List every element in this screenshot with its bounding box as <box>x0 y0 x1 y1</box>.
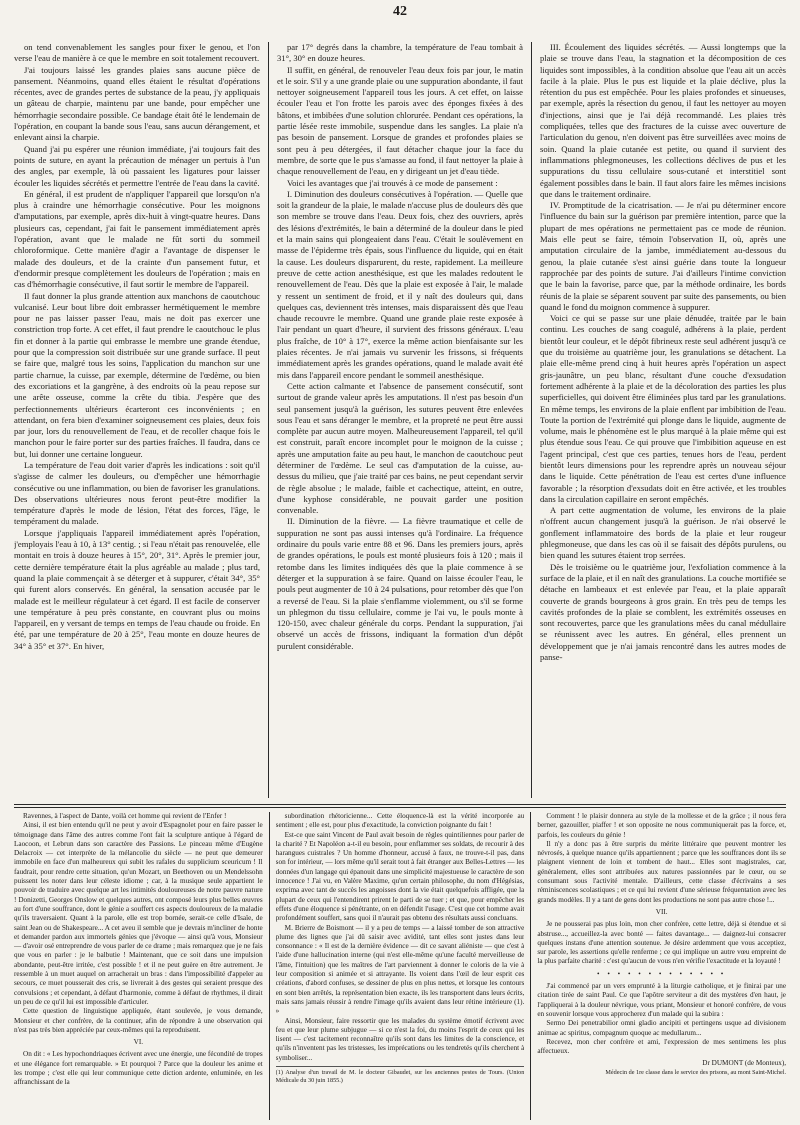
feuilleton-paragraph: Il n'y a donc pas à être surpris du mérite littéraire que peuvent montrer les névrosés, à quelque nuance qu'ils appartiennent ; parce que les souffrances dont ils se plaignent viennent de loin et tombent de haut... Elles sont magistrales, car, généralement, elles sont attribuées aux natures passionnées par le cœur, ou se consumant sous l'activité mentale. D'ailleurs, cette classe d'écrivains a ses réminiscences scolastiques ; et ce qui lui revient d'une sérieuse fréquentation avec les grands modèles. Il y a tant de gens dont les productions ne sont pas autre chose !... <box>537 839 787 904</box>
paragraph: on tend convenablement les sangles pour fixer le genou, et l'on verse l'eau de manière à ce que le membre en soit totalement recouvert. <box>14 42 260 64</box>
feuilleton-divider <box>14 804 786 808</box>
article-column-2 <box>277 42 523 798</box>
feuilleton-section <box>14 812 786 1120</box>
paragraph: J'ai toujours laissé les grandes plaies sans aucune pièce de pansement. Néanmoins, quand elles étaient le résultat d'opérations récentes, avec de grandes pertes de substance de la peau, j'y appliquais un gâteau de charpie, maintenu par une bande, pour empêcher une hémorrhagie secondaire possible. Ce bandage était ôté le lendemain de l'opération, en coupant la bande sous l'eau, sans aucun dérangement, et enlevant ainsi la charpie. <box>14 64 260 143</box>
article-column-1 <box>14 42 260 798</box>
paragraph: Il suffit, en général, de renouveler l'eau deux fois par jour, le matin et le soir. S'il y a une grande plaie ou une suppuration abondante, il faut nettoyer soigneusement l'appareil tous les jours. A cet effet, on laisse écouler l'eau et l'on frotte les parois avec des éponges fixées à des bâtons, et imbibées d'une solution chlorurée. Pendant ces opérations, la partie lésée reste immobile, suspendue dans les sangles. La plaie n'a pas besoin de pansement. Lorsque de grandes et profondes plaies se sont peu à peu détergées, il faut détacher chaque jour la face du membre, de sorte que le pus s'amasse au fond, il faut nettoyer la plaie à chaque renouvellement de l'eau, en y dirigeant un jet d'eau tiède. <box>277 64 523 177</box>
paragraph: En général, il est prudent de n'appliquer l'appareil que lorsqu'on n'a plus à craindre une hémorrhagie consécutive. Pour les moignons d'amputations, par exemple, après dix-huit à vingt-quatre heures. Dans plusieurs cas, cependant, j'ai fait le pansement immédiatement après l'opération, avant que le malade ne fût sorti du sommeil chloroformique. Cette manière d'agir a l'avantage de dispenser le malade des douleurs, et de la crainte d'un pansement futur, et d'endormir presque complètement les douleurs de l'opération ; mais en cas d'hémorrhagie consécutive, il faut sortir le membre de l'appareil. <box>14 188 260 290</box>
feuilleton-paragraph: J'ai commencé par un vers emprunté à la liturgie catholique, et je finirai par une citation tirée de saint Paul. Ce que l'apôtre serviteur a dit des mystères d'en haut, je l'appliquerai à la douleur névrique, vous priant, Monsieur et honoré confrère, de vous en souvenir lorsque vous approcherez d'un malade qui la subira : <box>537 982 787 1018</box>
feuilleton-paragraph: M. Brierre de Boismont — il y a peu de temps — a laissé tomber de son attractive plume des lignes que j'ai dû saisir avec avidité, tant elles sont justes dans leur consonnance : « Il est de la dernière évidence — dit ce savant aliéniste — que c'est à l'aide d'une hallucination interne (qui n'est elle-même qu'une faculté merveilleuse de l'âme, l'intuition) que les maîtres de l'art parviennent à donner le coloris de la vie à leur composition si animée et si attrayante. Ils voient dans l'œil de leur esprit ces créations, d'abord confuses, se dessiner de plus en plus nettes, et lorsque les contours en sont bien arrêtés, la représentation bien exacte, ils les transportent dans leurs écrits, mais sans jamais réussir à rendre l'image qu'ils avaient dans leur rétine intérieure (1). » <box>275 923 525 1016</box>
feuilleton-note: (1) Analyse d'un travail de M. le docteur Gibaudet, sur les anciennes pestes de Tours. (Union Médicale du 30 juin 1855.) <box>276 1066 525 1085</box>
column-divider <box>268 42 269 798</box>
paragraph: I. Diminution des douleurs consécutives à l'opération. — Quelle que soit la grandeur de la plaie, le malade n'accuse plus de douleurs dès que son membre se trouve dans l'eau. Deux fois, chez des ouvriers, après des lésions d'extrémités, le bain a déterminé de la douleur dans le pied et la main sains qui plongeaient dans l'eau. C'était le soulèvement en masse de l'épiderme très épais, sous l'influence du liquide, qui en était la cause. Les douleurs disparurent, du reste, rapidement. La meilleure preuve de cette action anesthésique, est que les malades redoutent le renouvellement de l'eau. Dès que la plaie est exposée à l'air, le malade y ressent un sentiment de froid, et il y naît des douleurs qui, dans quelques cas, deviennent très intenses, mais disparaissent dès que l'eau chaude recouvre le membre. Quand une grande plaie reste exposée à l'air pendant un quart d'heure, il survient des frissons généraux. L'eau plus fraîche, de 10° à 17°, exerce la même action bienfaisante sur les plaies récentes. Je n'ai jamais vu survenir les frissons, si fréquents immédiatement après les grandes opérations, quand le malade avait été mis dans l'appareil encore pendant le sommeil anesthésique. <box>277 188 523 380</box>
paragraph: II. Diminution de la fièvre. — La fièvre traumatique et celle de suppuration ne sont pas aussi intenses qu'à l'ordinaire. La fréquence ordinaire du pouls varie entre 88 et 96. Dans les premiers jours, après de grandes opérations, le pouls est monté plusieurs fois à 120 ; mais il retombe dans les limites indiquées dès que la plaie commence à se déterger et la suppuration à se faire. Quand on laisse écouler l'eau, le pouls peut augmenter de 10 à 24 pulsations, pour retomber dès que l'on a reversé de l'eau. Si la plaie s'enflamme violemment, ou s'il se forme un phlegmon du tissu cellulaire, comme je l'ai vu, le pouls monte à 120-150, avec chaleur générale du corps. Pendant la suppuration, j'ai observé un accès de frissons, indiquant la formation d'un dépôt purulent considérable. <box>277 516 523 651</box>
paragraph: par 17° degrés dans la chambre, la température de l'eau tombait à 31°, 30° en douze heures. <box>277 42 523 64</box>
main-article <box>14 42 786 798</box>
newspaper-page <box>14 4 786 1121</box>
paragraph: La température de l'eau doit varier d'après les indications : soit qu'il s'agisse de calmer les douleurs, ou d'empêcher une hémorrhagie consécutive ou une inflammation, ou bien de favoriser les granulations. Des observations ultérieures nous feront peut-être modifier la température d'après le mode de lésion, l'état des forces, l'âge, le tempérament du malade. <box>14 459 260 527</box>
feuilleton-paragraph: Sermo Dei penetrabilior omni gladio ancipiti et pertingens usque ad divisionem animae ac spiritus, compagnum quoque ac medullarum... <box>537 1019 787 1037</box>
paragraph: III. Écoulement des liquides sécrétés. — Aussi longtemps que la plaie se trouve dans l'eau, la stagnation et la décomposition de ces liquides sont impossibles, à la condition absolue que l'eau ait un accès facile à la plaie. Plus le pus est liquide et la plaie déclive, plus la rétention du pus est empêchée. Pour les plaies profondes et sinueuses, par exemple, après la résection du genou, il faut les nettoyer au moyen d'injections, ainsi que je l'ai déjà recommandé. Les plaies très compliquées, telles que des fractures de la cuisse avec ouverture de l'articulation du genou, n'en doivent pas être surveillées avec moins de soin. Quand la plaie cutanée est petite, ou quand il survient des inflammations phlegmoneuses, les collections déclives de pus et les suppurations du tissu cellulaire sous-cutané et interstitiel sont également possibles dans le bain. Il faut alors faire les mêmes incisions que dans le traitement ordinaire. <box>540 42 786 199</box>
feuilleton-paragraph: Recevez, mon cher confrère et ami, l'expression de mes sentimens les plus affectueux. <box>537 1037 787 1056</box>
feuilleton-column-3 <box>537 812 786 1120</box>
feuilleton-rom: VI. <box>133 1038 144 1047</box>
feuilleton-sign2: Médecin de 1re classe dans le service des prisons, au mont Saint-Michel. <box>605 1068 787 1076</box>
column-divider <box>531 42 532 798</box>
paragraph: Lorsque j'appliquais l'appareil immédiatement après l'opération, j'employais l'eau à 10, à 13° centig. ; si l'eau n'était pas renouvelée, elle montait en trois à douze heures à 15°, 20°, 31°. Après le premier jour, cette dernière température était la plus agréable au malade ; plus tard, quand la plaie commençait à se déterger et à suppurer, c'était 34°, 35° qui furent alors conservés. En général, la sensation accusée par le malade est le meilleur régulateur à cet égard. Il est facile de conserver une température à peu près constante, en couvrant plus ou moins l'appareil, en y versant de temps en temps de l'eau chaude ou froide. En été, par une température de 20 à 25°, l'eau monte en douze heures de 34° à 35° et 37°. En hiver, <box>14 527 260 651</box>
feuilleton-paragraph: On dit : « Les hypochondriaques écrivent avec une énergie, une fécondité de tropes et une élégance fort remarquable. » Et pourquoi ? Parce que la douleur les anime et les trompe ; c'est elle qui leur communique cette diction ardente, enluminée, en les affranchissant de la <box>14 1050 263 1087</box>
feuilleton-paragraph: Ainsi, Monsieur, faire ressortir que les malades du système émotif écrivent avec feu et que leur plume subjugue — si ce n'est la foi, du moins l'esprit de ceux qui les lisent — c'est tacitement reconnaître qu'ils sont dans les limites de la conscience, et qu'ils n'inventent pas les tristesses, les imprécations ou les tendretés qu'ils cherchent à symboliser... <box>275 1016 525 1062</box>
feuilleton-stars: • • • • • • • • • • • • • <box>597 969 727 978</box>
feuilleton-paragraph: Je ne pousserai pas plus loin, mon cher confrère, cette lettre, déjà si étendue et si abstruse..., accueillez-la avec bonté — faites davantage... — daignez-lui consacrer quelques instans d'une attention soutenue. Je désire ardemment que vous acceptiez, sur parole, les assertions qu'elle renferme ; ce qui implique un autre vœu empreint de la plus parfaite charité : c'est qu'aucun de vous n'en vérifie l'exactitude et la loyauté ! <box>537 920 787 966</box>
feuilleton-column-1 <box>14 812 263 1120</box>
column-divider <box>269 812 270 1120</box>
feuilleton-paragraph: Comment ! le plaisir donnera au style de la mollesse et de la grâce ; il nous fera berner, gazouiller, piaffer ! et son opposite ne nous communiquerait pas la force, et, parfois, les couleurs du génie ! <box>537 812 787 839</box>
paragraph: Il faut donner la plus grande attention aux manchons de caoutchouc vulcanisé. Leur bout libre doit embrasser hermétiquement le membre pour ne pas laisser passer l'eau, mais ne doit pas exercer une constriction trop forte. A cet effet, il faut prendre le caoutchouc le plus fin et donner à la partie qui embrasse le membre une grande étendue, pour que la compression soit distribuée sur une grande surface. Il peut se faire que, malgré tous les soins, l'application du manchon sur une partie charnue, la cuisse, par exemple, détermine de l'œdème, ou bien des excoriations et la gangrène, à des endroits où la peau repose sur une arête osseuse, comme la crête du tibia. J'espère que des perfectionnements ultérieurs écarteront ces inconvénients ; en attendant, on fera bien d'examiner soigneusement ces plaies, deux fois par jour, lors du renouvellement de l'eau, et de recoller chaque fois le manchon pour le faire porter sur des parties fraîches. Il faudra, dans ce but, lui donner une certaine longueur. <box>14 290 260 459</box>
paragraph: IV. Promptitude de la cicatrisation. — Je n'ai pu déterminer encore l'influence du bain sur la guérison par première intention, parce que la plupart de mes opérations ne permettaient pas ce mode de réunion. Mais elle peut se faire, témoin l'observation II, où, après une amputation circulaire de la jambe, immédiatement au-dessous du genou, la plaie cutanée s'est ainsi guérie dans toute la longueur rapprochée par des points de suture. J'ai d'ailleurs l'intime conviction que le bain la favorise, parce que, par la méthode ordinaire, les bords réunis de la plaie se séparent souvent par suite des pansements, ou bien quand le fond du moignon commence à suppurer. <box>540 200 786 312</box>
feuilleton-paragraph: Cette question de linguistique appliquée, étant soulevée, je vous demande, Monsieur et cher confrère, de la continuer, afin de répondre à une observation qui n'est pas très bien appréciée par ceux-mêmes qui la reproduisent. <box>14 1007 263 1034</box>
feuilleton-column-2 <box>276 812 525 1120</box>
feuilleton-paragraph: subordination rhétoricienne... Cette éloquence-là est la vérité incorporée au sentiment ; elle est, pour plus d'exactitude, la conviction poignante du fait ! <box>275 812 525 830</box>
paragraph: Voici ce qui se passe sur une plaie dénudée, traitée par le bain continu. Les couches de sang coagulé, adhérens à la plaie, perdent bientôt leur couleur, et le dépôt fibrineux reste seul adhérent jusqu'à ce que du troisième au quatrième jour, les granulations se détachent. La plaie elle-même prend cinq à huit heures après l'opération un aspect gris-jaunâtre, un peu blanc, résultant d'une couche d'exsudation fortement adhérente à la plaie et de la décoloration des parties les plus superficielles, qui doivent être éliminées plus tard par les granulations. En même temps, les environs de la plaie enflent par imbibition de l'eau. Toute la portion de l'extrémité qui plonge dans le liquide, augmente de volume, mais le phénomène est le plus marqué à la plaie même qui est plus étendue sous l'eau. Ce qui prouve que l'imbibition aqueuse en est l'agent principal, c'est que ces parties, tenues hors de l'eau, perdent bientôt leurs dimensions pour les reprendre après un nouveau séjour dans le liquide. Cette pénétration de l'eau est certes d'une influence favorable ; la résorption d'exsudats doit en être activée, et les troubles dans la circulation capillaire en seront empêchés. <box>540 313 786 504</box>
feuilleton-rom: VII. <box>655 907 668 916</box>
feuilleton-paragraph: Ravennes, à l'aspect de Dante, voilà cet homme qui revient de l'Enfer ! <box>23 812 227 820</box>
feuilleton-sign: Dr DUMONT (de Monteux), <box>702 1059 787 1068</box>
paragraph: A part cette augmentation de volume, les environs de la plaie n'offrent aucun changement jusqu'à la guérison. Je n'ai observé le gonflement inflammatoire des bords de la plaie et leur rougeur phlegmoneuse, que dans les cas où il se faisait des dépôts purulens, ou bien quand les sutures étaient trop serrées. <box>540 505 786 561</box>
feuilleton-paragraph: Ainsi, il est bien entendu qu'il ne peut y avoir d'Espagnolet pour en faire passer le témoignage dans l'âme des autres comme l'ont fait la sculpture antique à l'égard de Laocoon, et Lebrun dans son caractère des Passions. Le pinceau même d'Eugène Delacroix — cet interprète de la mélancolie du siècle — ne peut que demeurer immobile en face d'un malheureux qui subit les rafales du supplicium sceuricum ! Il faudrait, pour rendre cette situation, qu'un Mozart, un Beethoven ou un Mendelssohn puissent les noter dans leur céleste idiome ; car, à la musique seule appartient le pouvoir de traduire avec quelque art les intimités douloureuses de notre pauvre nature ! Donizetti, Georges Onslow et quelques autres, ont composé leurs plus belles œuvres au fort d'une souffrance, dont le génie a souffert ces aspects douloureux de la maladie qu'ils traversaient. Quant à la parole, elle est trop bornée, serait-ce celle d'Isaïe, de saint Jean ou de Shakespeare... A cet aveu il semble que je devrais m'incliner de honte et demander pardon aux immortels génies que j'évoque — ainsi qu'à vous, Monsieur — d'avoir osé entreprendre de vous parler de ce drame ; mais remarquez que je ne fais que vous en parler : je le balbutie ! Maintenant, que ce soit dans une impulsion abondante, peut-être irritée, c'est possible ! et il ne peut guère en être autrement. Je ressemble à un muet auquel on arracherait un bras : dans l'impossibilité d'appeler au secours, ce muet pousserait des cris, se livrerait à des gestes qui seraient presque des convulsions ; et cependant, à défaut d'harmonie, comme à défaut de rhythmes, il dirait un peu de ce qu'il lui est impossible d'articuler. <box>14 821 263 1006</box>
paragraph: Quand j'ai pu espérer une réunion immédiate, j'ai toujours fait des points de suture, en ayant la précaution de ménager un pertuis à l'un des angles, par exemple, là où passaient les ligatures pour laisser écouler les liquides sécrétés et permettre l'entrée de l'eau dans la cavité. <box>14 143 260 188</box>
feuilleton-paragraph: Est-ce que saint Vincent de Paul avait besoin de règles quintiliennes pour parler de la charité ? Et Napoléon a-t-il eu besoin, pour enflammer ses soldats, de recourir à des harangues cuistrales ? Un homme d'honneur, accusé à faux, ne trouve-t-il pas, dans son for intérieur, — lors même qu'il serait tout à fait étranger aux Belles-Lettres — les données d'un langage qui épanouit dans une simplicité majestueuse le caractère de son innocence ! J'ai vu, en Valère Maxime, qu'un certain philosophe, du nom d'Hégésias, exprima avec tant de succès les angoisses dont la vie était quelquefois affligée, que la plupart de ceux qui l'entendirent prirent le parti de se tuer ; et que, pour empêcher les effets d'une éloquence si pénétrante, on en défendit l'usage. C'est que cet homme avait profondément souffert, sans quoi il n'aurait pas obtenu des résultats aussi concluans. <box>275 830 525 923</box>
column-divider <box>530 812 531 1120</box>
article-column-3 <box>540 42 786 798</box>
paragraph: Cette action calmante et l'absence de pansement consécutif, sont surtout de grande valeur après les amputations. Il n'est pas besoin d'un seul pansement jusqu'à la guérison, les sutures peuvent être enlevées sous l'eau et sans déranger le membre, et la propreté ne peut être aussi complète par aucun autre moyen. Malheureusement l'appareil, tel qu'il est construit, paraît encore incomplet pour le moignon de la cuisse ; après une amputation faite au peu haut, le manchon de caoutchouc peut déterminer de l'œdème. Le seul cas d'amputation de la cuisse, au-dessus du milieu, que j'aie traité par ces bains, ne peut cependant servir de règle absolue ; le malade, faible et cachectique, atteint, en outre, d'une kyphose considérable, ne pouvait garder une position convenable. <box>277 380 523 516</box>
paragraph: Dès le troisième ou le quatrième jour, l'exfoliation commence à la surface de la plaie, et il en naît des granulations. La couche mortifiée se détache en lambeaux et est enlevée par l'eau, et la plaie apparaît couverte de grands bourgeons à gros grain. En très peu de temps les cavités profondes de la plaie se comblent, les extrémités osseuses en sont recouvertes, parce que les granulations mêes du canal médullaire se réunissent avec les autres. En général, elles prennent un développement que je n'ai jamais rencontré dans les autres modes de panse- <box>540 561 786 663</box>
paragraph: Voici les avantages que j'ai trouvés à ce mode de pansement : <box>287 177 498 188</box>
page-number: 42 <box>393 4 407 19</box>
